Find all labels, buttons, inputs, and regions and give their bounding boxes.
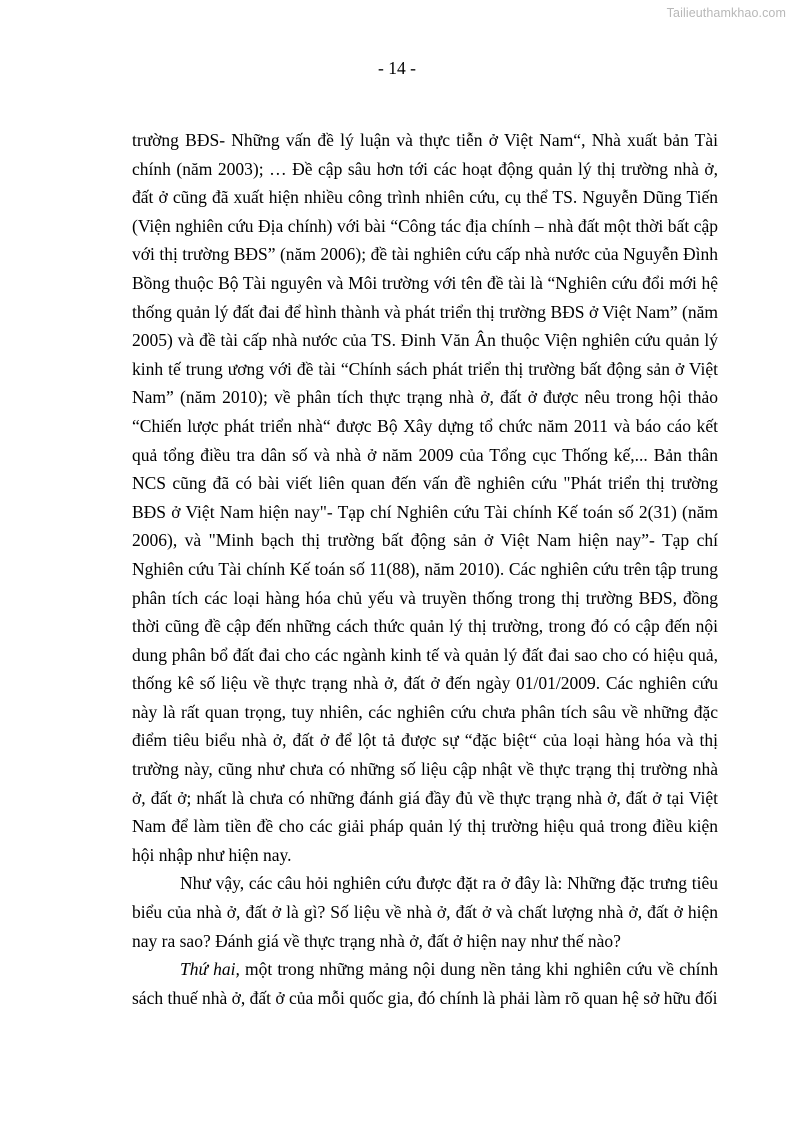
paragraph-3 xyxy=(132,955,718,1012)
page-number: - 14 - xyxy=(378,58,416,78)
paragraph-2: Như vậy, các câu hỏi nghiên cứu được đặt ra ở đây là: Những đặc trưng tiêu biểu của nhà ở, đất ở là gì? Số liệu về nhà ở, đất ở và chất lượng nhà ở, đất ở hiện nay ra sao? Đánh giá về thực trạng nhà ở, đất ở hiện nay như thế nào? xyxy=(132,873,718,951)
paragraph-3-text: một trong những mảng nội dung nền tảng khi nghiên cứu về chính sách thuế nhà ở, đất ở của mỗi quốc gia, đó chính là phải làm rõ quan hệ sở hữu đối xyxy=(132,959,718,1008)
document-body xyxy=(132,126,718,1012)
paragraph-3-lead: Thứ hai, xyxy=(180,959,240,980)
watermark-text: Tailieuthamkhao.com xyxy=(666,6,786,20)
paragraph-1: trường BĐS- Những vấn đề lý luận và thực tiễn ở Việt Nam“, Nhà xuất bản Tài chính (năm 2003); … Đề cập sâu hơn tới các hoạt động quản lý thị trường nhà ở, đất ở cũng đã xuất hiện nhiều công trình nhiên cứu, cụ thể TS. Nguyễn Dũng Tiến (Viện nghiên cứu Địa chính) với bài “Công tác địa chính – nhà đất một thời bất cập với thị trường BĐS” (năm 2006); đề tài nghiên cứu cấp nhà nước của Nguyễn Đình Bồng thuộc Bộ Tài nguyên và Môi trường với tên đề tài là “Nghiên cứu đổi mới hệ thống quản lý đất đai để hình thành và phát triển thị trường BĐS ở Việt Nam” (năm 2005) và đề tài cấp nhà nước của TS. Đinh Văn Ân thuộc Viện nghiên cứu quản lý kinh tế trung ương với đề tài “Chính sách phát triển thị trường bất động sản ở Việt Nam” (năm 2010); về phân tích thực trạng nhà ở, đất ở được nêu trong hội thảo “Chiến lược phát triển nhà“ được Bộ Xây dựng tổ chức năm 2011 và báo cáo kết quả tổng điều tra dân số và nhà ở năm 2009 của Tổng cục Thống kế,... Bản thân NCS cũng đã có bài viết liên quan đến vấn đề nghiên cứu "Phát triển thị trường BĐS ở Việt Nam hiện nay"- Tạp chí Nghiên cứu Tài chính Kế toán số 2(31) (năm 2006), và "Minh bạch thị trường bất động sản ở Việt Nam hiện nay”- Tạp chí Nghiên cứu Tài chính Kế toán số 11(88), năm 2010). Các nghiên cứu trên tập trung phân tích các loại hàng hóa chủ yếu và truyền thống trong thị trường BĐS, đồng thời cũng đề cập đến những cách thức quản lý thị trường, trong đó có cập đến nội dung phân bổ đất đai cho các ngành kinh tế và quản lý đất đai sao cho có hiệu quả, thống kê số liệu về thực trạng nhà ở, đất ở đến ngày 01/01/2009. Các nghiên cứu này là rất quan trọng, tuy nhiên, các nghiên cứu chưa phân tích sâu về những đặc điểm tiêu biểu nhà ở, đất ở để lột tả được sự “đặc biệt“ của loại hàng hóa và thị trường này, cũng như chưa có những số liệu cập nhật về thực trạng thị trường nhà ở, đất ở; nhất là chưa có những đánh giá đầy đủ về thực trạng nhà ở, đất ở tại Việt Nam để làm tiền đề cho các giải pháp quản lý thị trường hiệu quả trong điều kiện hội nhập như hiện nay. xyxy=(132,130,718,865)
